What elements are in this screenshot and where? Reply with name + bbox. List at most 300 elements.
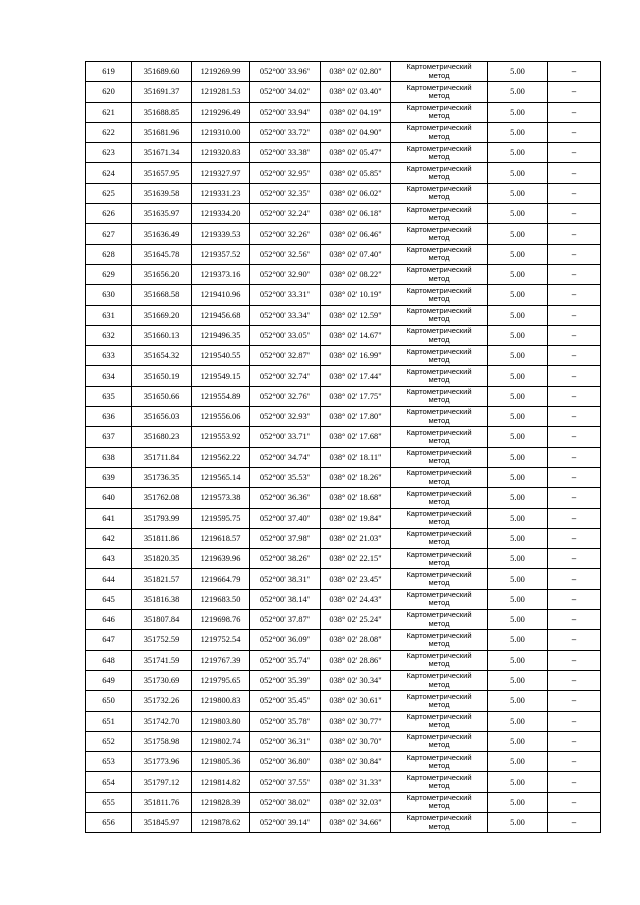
table-row	[86, 488, 601, 508]
point-number-cell: 627	[86, 224, 132, 244]
error-cell: 5.00	[488, 325, 548, 345]
method-line-2: метод	[428, 517, 450, 527]
latitude-cell: 052°00' 35.53"	[250, 467, 321, 487]
y-coordinate-cell: 1219556.06	[192, 407, 250, 427]
point-number-cell: 626	[86, 204, 132, 224]
latitude-cell: 052°00' 38.31"	[250, 569, 321, 589]
method-line-1: Картометрический	[406, 488, 472, 498]
table-row	[86, 752, 601, 772]
latitude-cell: 052°00' 32.93"	[250, 407, 321, 427]
error-cell: 5.00	[488, 82, 548, 102]
table-row	[86, 163, 601, 183]
y-coordinate-cell: 1219878.62	[192, 812, 250, 832]
table-row	[86, 589, 601, 609]
method-line-2: метод	[428, 638, 450, 648]
latitude-cell: 052°00' 32.90"	[250, 264, 321, 284]
method-cell	[391, 752, 488, 772]
latitude-cell: 052°00' 34.74"	[250, 447, 321, 467]
method-cell	[391, 610, 488, 630]
note-cell: –	[548, 366, 601, 386]
coordinates-table	[85, 61, 601, 833]
method-line-1: Картометрический	[406, 468, 472, 478]
method-line-1: Картометрический	[406, 245, 472, 255]
error-cell: 5.00	[488, 772, 548, 792]
method-line-1: Картометрический	[406, 448, 472, 458]
note-cell: –	[548, 325, 601, 345]
method-line-1: Картометрический	[406, 387, 472, 397]
latitude-cell: 052°00' 36.09"	[250, 630, 321, 650]
table-row	[86, 549, 601, 569]
table-row	[86, 366, 601, 386]
x-coordinate-cell: 351671.34	[132, 143, 192, 163]
method-line-2: метод	[428, 618, 450, 628]
x-coordinate-cell: 351811.76	[132, 792, 192, 812]
error-cell: 5.00	[488, 224, 548, 244]
point-number-cell: 650	[86, 691, 132, 711]
method-line-1: Картометрический	[406, 772, 472, 782]
table-row	[86, 630, 601, 650]
latitude-cell: 052°00' 32.74"	[250, 366, 321, 386]
x-coordinate-cell: 351752.59	[132, 630, 192, 650]
error-cell: 5.00	[488, 752, 548, 772]
error-cell: 5.00	[488, 62, 548, 82]
table-row	[86, 711, 601, 731]
point-number-cell: 643	[86, 549, 132, 569]
point-number-cell: 648	[86, 650, 132, 670]
note-cell: –	[548, 569, 601, 589]
latitude-cell: 052°00' 33.34"	[250, 305, 321, 325]
longitude-cell: 038° 02' 19.84"	[321, 508, 391, 528]
y-coordinate-cell: 1219828.39	[192, 792, 250, 812]
y-coordinate-cell: 1219618.57	[192, 528, 250, 548]
x-coordinate-cell: 351845.97	[132, 812, 192, 832]
method-line-1: Картометрический	[406, 793, 472, 803]
latitude-cell: 052°00' 33.71"	[250, 427, 321, 447]
method-line-1: Картометрический	[406, 285, 472, 295]
error-cell: 5.00	[488, 610, 548, 630]
note-cell: –	[548, 630, 601, 650]
point-number-cell: 655	[86, 792, 132, 812]
table-row	[86, 792, 601, 812]
method-line-2: метод	[428, 598, 450, 608]
table-row	[86, 731, 601, 751]
latitude-cell: 052°00' 32.87"	[250, 346, 321, 366]
x-coordinate-cell: 351711.84	[132, 447, 192, 467]
note-cell: –	[548, 183, 601, 203]
error-cell: 5.00	[488, 244, 548, 264]
table-row	[86, 650, 601, 670]
method-line-2: метод	[428, 151, 450, 161]
point-number-cell: 638	[86, 447, 132, 467]
latitude-cell: 052°00' 35.78"	[250, 711, 321, 731]
method-line-1: Картометрический	[406, 143, 472, 153]
table-row	[86, 812, 601, 832]
method-line-2: метод	[428, 70, 450, 80]
latitude-cell: 052°00' 33.31"	[250, 285, 321, 305]
x-coordinate-cell: 351807.84	[132, 610, 192, 630]
longitude-cell: 038° 02' 03.40"	[321, 82, 391, 102]
method-line-1: Картометрический	[406, 813, 472, 823]
y-coordinate-cell: 1219803.80	[192, 711, 250, 731]
y-coordinate-cell: 1219683.50	[192, 589, 250, 609]
latitude-cell: 052°00' 37.55"	[250, 772, 321, 792]
x-coordinate-cell: 351635.97	[132, 204, 192, 224]
y-coordinate-cell: 1219562.22	[192, 447, 250, 467]
table-row	[86, 62, 601, 82]
latitude-cell: 052°00' 32.76"	[250, 386, 321, 406]
error-cell: 5.00	[488, 569, 548, 589]
x-coordinate-cell: 351758.98	[132, 731, 192, 751]
y-coordinate-cell: 1219800.83	[192, 691, 250, 711]
x-coordinate-cell: 351811.86	[132, 528, 192, 548]
note-cell: –	[548, 488, 601, 508]
table-row	[86, 467, 601, 487]
method-line-1: Картометрический	[406, 630, 472, 640]
method-line-2: метод	[428, 273, 450, 283]
method-cell	[391, 102, 488, 122]
y-coordinate-cell: 1219310.00	[192, 122, 250, 142]
longitude-cell: 038° 02' 12.59"	[321, 305, 391, 325]
y-coordinate-cell: 1219549.15	[192, 366, 250, 386]
method-cell	[391, 691, 488, 711]
method-line-2: метод	[428, 435, 450, 445]
point-number-cell: 644	[86, 569, 132, 589]
method-line-1: Картометрический	[406, 671, 472, 681]
error-cell: 5.00	[488, 508, 548, 528]
x-coordinate-cell: 351668.58	[132, 285, 192, 305]
x-coordinate-cell: 351639.58	[132, 183, 192, 203]
longitude-cell: 038° 02' 18.68"	[321, 488, 391, 508]
note-cell: –	[548, 447, 601, 467]
table-row	[86, 122, 601, 142]
note-cell: –	[548, 752, 601, 772]
method-cell	[391, 731, 488, 751]
x-coordinate-cell: 351650.66	[132, 386, 192, 406]
x-coordinate-cell: 351691.37	[132, 82, 192, 102]
x-coordinate-cell: 351636.49	[132, 224, 192, 244]
longitude-cell: 038° 02' 05.85"	[321, 163, 391, 183]
method-line-1: Картометрический	[406, 752, 472, 762]
longitude-cell: 038° 02' 28.08"	[321, 630, 391, 650]
longitude-cell: 038° 02' 06.02"	[321, 183, 391, 203]
y-coordinate-cell: 1219639.96	[192, 549, 250, 569]
latitude-cell: 052°00' 33.96"	[250, 62, 321, 82]
method-cell	[391, 407, 488, 427]
method-cell	[391, 427, 488, 447]
y-coordinate-cell: 1219296.49	[192, 102, 250, 122]
longitude-cell: 038° 02' 04.90"	[321, 122, 391, 142]
method-line-1: Картометрический	[406, 184, 472, 194]
y-coordinate-cell: 1219456.68	[192, 305, 250, 325]
x-coordinate-cell: 351645.78	[132, 244, 192, 264]
table-row	[86, 610, 601, 630]
x-coordinate-cell: 351656.03	[132, 407, 192, 427]
x-coordinate-cell: 351688.85	[132, 102, 192, 122]
longitude-cell: 038° 02' 02.80"	[321, 62, 391, 82]
method-line-2: метод	[428, 354, 450, 364]
point-number-cell: 628	[86, 244, 132, 264]
method-line-2: метод	[428, 720, 450, 730]
point-number-cell: 625	[86, 183, 132, 203]
method-cell	[391, 508, 488, 528]
method-line-2: метод	[428, 476, 450, 486]
method-line-1: Картометрический	[406, 265, 472, 275]
method-cell	[391, 346, 488, 366]
method-line-2: метод	[428, 456, 450, 466]
y-coordinate-cell: 1219281.53	[192, 82, 250, 102]
longitude-cell: 038° 02' 06.46"	[321, 224, 391, 244]
method-cell	[391, 122, 488, 142]
error-cell: 5.00	[488, 467, 548, 487]
point-number-cell: 636	[86, 407, 132, 427]
note-cell: –	[548, 82, 601, 102]
point-number-cell: 647	[86, 630, 132, 650]
method-line-2: метод	[428, 740, 450, 750]
longitude-cell: 038° 02' 30.70"	[321, 731, 391, 751]
method-line-1: Картометрический	[406, 549, 472, 559]
method-line-2: метод	[428, 578, 450, 588]
method-cell	[391, 650, 488, 670]
method-line-2: метод	[428, 293, 450, 303]
x-coordinate-cell: 351793.99	[132, 508, 192, 528]
method-line-1: Картометрический	[406, 123, 472, 133]
latitude-cell: 052°00' 34.02"	[250, 82, 321, 102]
note-cell: –	[548, 792, 601, 812]
error-cell: 5.00	[488, 650, 548, 670]
table-row	[86, 264, 601, 284]
longitude-cell: 038° 02' 06.18"	[321, 204, 391, 224]
error-cell: 5.00	[488, 386, 548, 406]
error-cell: 5.00	[488, 731, 548, 751]
method-cell	[391, 386, 488, 406]
method-line-2: метод	[428, 395, 450, 405]
table-row	[86, 305, 601, 325]
error-cell: 5.00	[488, 711, 548, 731]
x-coordinate-cell: 351657.95	[132, 163, 192, 183]
method-line-1: Картометрический	[406, 163, 472, 173]
method-cell	[391, 366, 488, 386]
y-coordinate-cell: 1219565.14	[192, 467, 250, 487]
y-coordinate-cell: 1219357.52	[192, 244, 250, 264]
method-line-2: метод	[428, 90, 450, 100]
method-cell	[391, 792, 488, 812]
longitude-cell: 038° 02' 10.19"	[321, 285, 391, 305]
note-cell: –	[548, 285, 601, 305]
point-number-cell: 654	[86, 772, 132, 792]
method-cell	[391, 670, 488, 690]
method-cell	[391, 143, 488, 163]
latitude-cell: 052°00' 37.40"	[250, 508, 321, 528]
latitude-cell: 052°00' 36.31"	[250, 731, 321, 751]
method-line-1: Картометрический	[406, 590, 472, 600]
x-coordinate-cell: 351689.60	[132, 62, 192, 82]
error-cell: 5.00	[488, 264, 548, 284]
method-line-2: метод	[428, 659, 450, 669]
error-cell: 5.00	[488, 812, 548, 832]
latitude-cell: 052°00' 32.95"	[250, 163, 321, 183]
error-cell: 5.00	[488, 589, 548, 609]
longitude-cell: 038° 02' 17.44"	[321, 366, 391, 386]
method-cell	[391, 447, 488, 467]
error-cell: 5.00	[488, 427, 548, 447]
method-line-1: Картометрический	[406, 711, 472, 721]
point-number-cell: 632	[86, 325, 132, 345]
longitude-cell: 038° 02' 07.40"	[321, 244, 391, 264]
point-number-cell: 630	[86, 285, 132, 305]
note-cell: –	[548, 691, 601, 711]
method-cell	[391, 812, 488, 832]
point-number-cell: 637	[86, 427, 132, 447]
table-row	[86, 772, 601, 792]
method-cell	[391, 224, 488, 244]
point-number-cell: 645	[86, 589, 132, 609]
point-number-cell: 629	[86, 264, 132, 284]
x-coordinate-cell: 351654.32	[132, 346, 192, 366]
method-cell	[391, 711, 488, 731]
longitude-cell: 038° 02' 22.15"	[321, 549, 391, 569]
longitude-cell: 038° 02' 17.75"	[321, 386, 391, 406]
table-row	[86, 670, 601, 690]
x-coordinate-cell: 351773.96	[132, 752, 192, 772]
note-cell: –	[548, 102, 601, 122]
note-cell: –	[548, 467, 601, 487]
method-cell	[391, 244, 488, 264]
table-row	[86, 82, 601, 102]
error-cell: 5.00	[488, 630, 548, 650]
longitude-cell: 038° 02' 30.84"	[321, 752, 391, 772]
point-number-cell: 620	[86, 82, 132, 102]
method-line-2: метод	[428, 111, 450, 121]
note-cell: –	[548, 407, 601, 427]
note-cell: –	[548, 508, 601, 528]
x-coordinate-cell: 351736.35	[132, 467, 192, 487]
note-cell: –	[548, 772, 601, 792]
y-coordinate-cell: 1219664.79	[192, 569, 250, 589]
point-number-cell: 646	[86, 610, 132, 630]
method-line-1: Картометрический	[406, 346, 472, 356]
y-coordinate-cell: 1219795.65	[192, 670, 250, 690]
latitude-cell: 052°00' 32.35"	[250, 183, 321, 203]
method-cell	[391, 285, 488, 305]
y-coordinate-cell: 1219595.75	[192, 508, 250, 528]
point-number-cell: 641	[86, 508, 132, 528]
longitude-cell: 038° 02' 30.77"	[321, 711, 391, 731]
latitude-cell: 052°00' 32.26"	[250, 224, 321, 244]
table-row	[86, 407, 601, 427]
x-coordinate-cell: 351762.08	[132, 488, 192, 508]
x-coordinate-cell: 351741.59	[132, 650, 192, 670]
latitude-cell: 052°00' 35.74"	[250, 650, 321, 670]
table-row	[86, 528, 601, 548]
x-coordinate-cell: 351816.38	[132, 589, 192, 609]
error-cell: 5.00	[488, 163, 548, 183]
error-cell: 5.00	[488, 143, 548, 163]
note-cell: –	[548, 610, 601, 630]
method-line-1: Картометрический	[406, 326, 472, 336]
method-line-1: Картометрический	[406, 651, 472, 661]
longitude-cell: 038° 02' 34.66"	[321, 812, 391, 832]
note-cell: –	[548, 62, 601, 82]
method-line-1: Картометрический	[406, 224, 472, 234]
table-row	[86, 244, 601, 264]
method-line-2: метод	[428, 760, 450, 770]
x-coordinate-cell: 351742.70	[132, 711, 192, 731]
point-number-cell: 631	[86, 305, 132, 325]
method-cell	[391, 183, 488, 203]
y-coordinate-cell: 1219553.92	[192, 427, 250, 447]
point-number-cell: 639	[86, 467, 132, 487]
method-cell	[391, 528, 488, 548]
method-line-2: метод	[428, 314, 450, 324]
y-coordinate-cell: 1219752.54	[192, 630, 250, 650]
latitude-cell: 052°00' 38.26"	[250, 549, 321, 569]
method-line-1: Картометрический	[406, 610, 472, 620]
latitude-cell: 052°00' 33.94"	[250, 102, 321, 122]
longitude-cell: 038° 02' 23.45"	[321, 569, 391, 589]
method-line-1: Картометрический	[406, 82, 472, 92]
longitude-cell: 038° 02' 17.68"	[321, 427, 391, 447]
method-cell	[391, 630, 488, 650]
note-cell: –	[548, 163, 601, 183]
longitude-cell: 038° 02' 31.33"	[321, 772, 391, 792]
error-cell: 5.00	[488, 528, 548, 548]
point-number-cell: 649	[86, 670, 132, 690]
table-row	[86, 285, 601, 305]
y-coordinate-cell: 1219327.97	[192, 163, 250, 183]
note-cell: –	[548, 427, 601, 447]
point-number-cell: 652	[86, 731, 132, 751]
method-line-2: метод	[428, 699, 450, 709]
table-row	[86, 508, 601, 528]
longitude-cell: 038° 02' 28.86"	[321, 650, 391, 670]
y-coordinate-cell: 1219698.76	[192, 610, 250, 630]
latitude-cell: 052°00' 32.56"	[250, 244, 321, 264]
error-cell: 5.00	[488, 305, 548, 325]
point-number-cell: 623	[86, 143, 132, 163]
method-line-1: Картометрический	[406, 103, 472, 113]
note-cell: –	[548, 386, 601, 406]
y-coordinate-cell: 1219269.99	[192, 62, 250, 82]
longitude-cell: 038° 02' 16.99"	[321, 346, 391, 366]
method-line-2: метод	[428, 801, 450, 811]
table-row	[86, 427, 601, 447]
error-cell: 5.00	[488, 122, 548, 142]
method-line-1: Картометрический	[406, 508, 472, 518]
point-number-cell: 635	[86, 386, 132, 406]
error-cell: 5.00	[488, 285, 548, 305]
error-cell: 5.00	[488, 549, 548, 569]
y-coordinate-cell: 1219802.74	[192, 731, 250, 751]
error-cell: 5.00	[488, 366, 548, 386]
method-cell	[391, 204, 488, 224]
method-line-1: Картометрический	[406, 407, 472, 417]
longitude-cell: 038° 02' 32.03"	[321, 792, 391, 812]
y-coordinate-cell: 1219767.39	[192, 650, 250, 670]
note-cell: –	[548, 589, 601, 609]
latitude-cell: 052°00' 35.39"	[250, 670, 321, 690]
longitude-cell: 038° 02' 17.80"	[321, 407, 391, 427]
method-line-1: Картометрический	[406, 427, 472, 437]
method-line-2: метод	[428, 415, 450, 425]
table-row	[86, 569, 601, 589]
point-number-cell: 634	[86, 366, 132, 386]
method-line-1: Картометрический	[406, 732, 472, 742]
point-number-cell: 642	[86, 528, 132, 548]
method-line-2: метод	[428, 557, 450, 567]
table-body	[86, 62, 601, 833]
note-cell: –	[548, 244, 601, 264]
y-coordinate-cell: 1219410.96	[192, 285, 250, 305]
